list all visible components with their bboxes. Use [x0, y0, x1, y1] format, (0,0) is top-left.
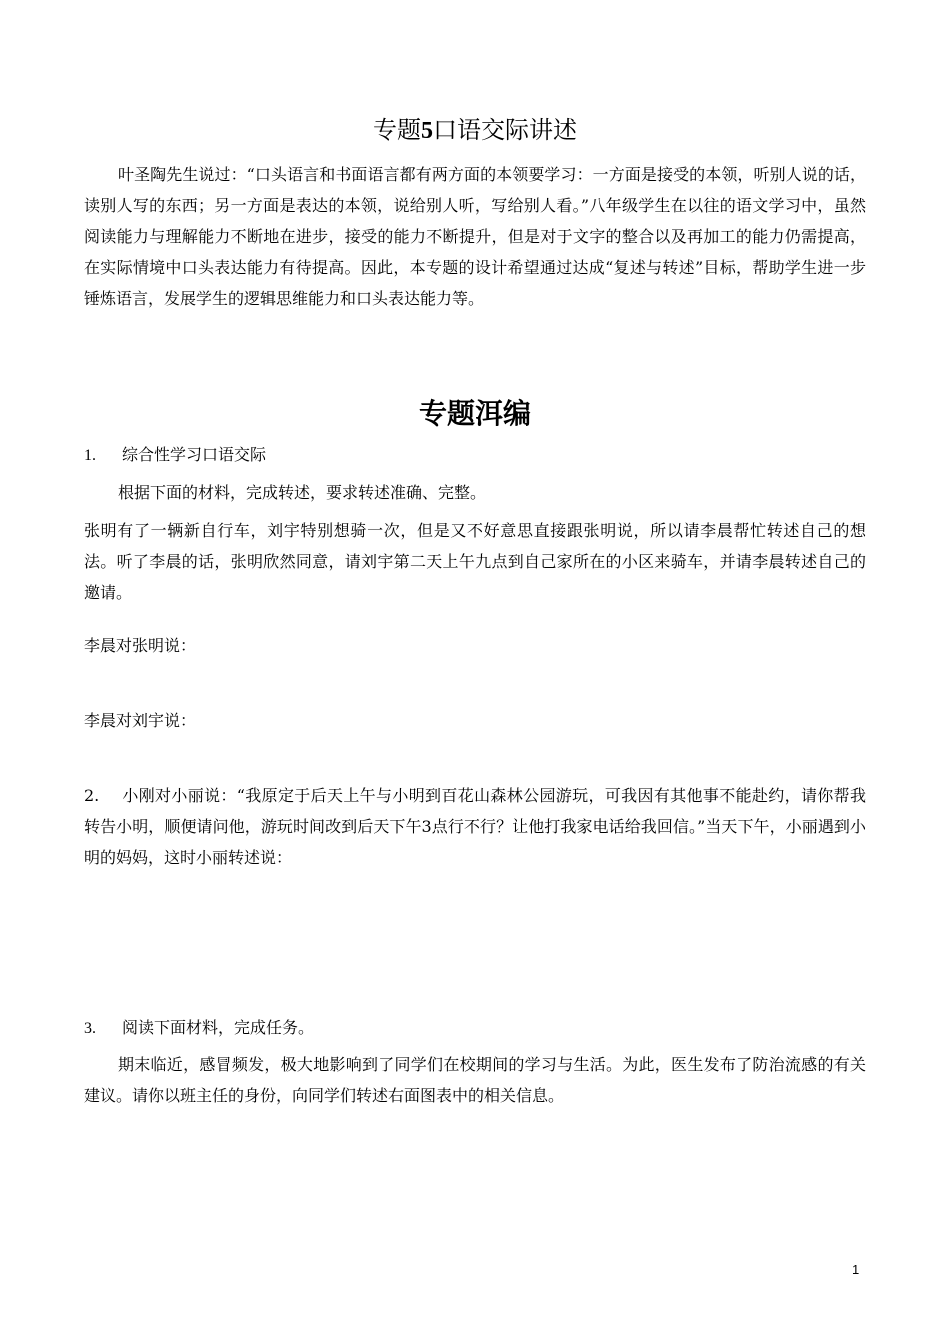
question-3-header [84, 1012, 314, 1044]
question-2 [84, 780, 866, 873]
question-3-title: 阅读下面材料，完成任务。 [122, 1018, 315, 1037]
question-1-prompt-a: 李晨对张明说： [84, 636, 197, 655]
question-1-title: 综合性学习口语交际 [122, 445, 267, 464]
section-heading: 专题洱编 [418, 397, 531, 430]
question-3-text: 期末临近，感冒频发，极大地影响到了同学们在校期间的学习与生活。为此，医生发布了防治流感的有关建议。请你以班主任的身份，向同学们转述右面图表中的相关信息。 [84, 1055, 866, 1105]
question-1-material: 张明有了一辆新自行车，刘宇特别想骑一次，但是又不好意思直接跟张明说，所以请李晨帮忙转述自己的想法。听了李晨的话，张明欣然同意，请刘宇第二天上午九点到自己家所在的小区来骑车，并请李晨转述自己的邀请。 [84, 521, 866, 602]
page-number: 1 [852, 1262, 860, 1277]
question-1-header [84, 439, 266, 471]
title-suffix: 口语交际讲述 [433, 116, 577, 144]
question-2-text: 小刚对小丽说：“我原定于后天上午与小明到百花山森林公园游玩，可我因有其他事不能赴约，请你帮我转告小明，顺便请问他，游玩时间改到后天下午3点行不行？让他打我家电话给我回信。”当天下午，小丽遇到小明的妈妈，这时小丽转述说： [84, 786, 866, 867]
question-1-instruction: 根据下面的材料，完成转述，要求转述准确、完整。 [118, 483, 487, 502]
question-2-number: 2. [84, 786, 100, 805]
question-3-number: 3. [84, 1020, 96, 1037]
question-1-prompt-b: 李晨对刘宇说： [84, 711, 197, 730]
question-1-number: 1. [84, 447, 96, 464]
document-title [0, 112, 950, 149]
title-number: 5 [421, 118, 433, 144]
intro-paragraph: 叶圣陶先生说过：“口头语言和书面语言都有两方面的本领要学习：一方面是接受的本领，听别人说的话，读别人写的东西；另一方面是表达的本领，说给别人听，写给别人看。”八年级学生在以往的语文学习中，虽然阅读能力与理解能力不断地在进步，接受的能力不断提升，但是对于文字的整合以及再加工的能力仍需提高，在实际情境中口头表达能力有待提高。因此，本专题的设计希望通过达成“复述与转述”目标，帮助学生进一步锤炼语言，发展学生的逻辑思维能力和口头表达能力等。 [84, 165, 866, 308]
title-prefix: 专题 [373, 116, 421, 144]
